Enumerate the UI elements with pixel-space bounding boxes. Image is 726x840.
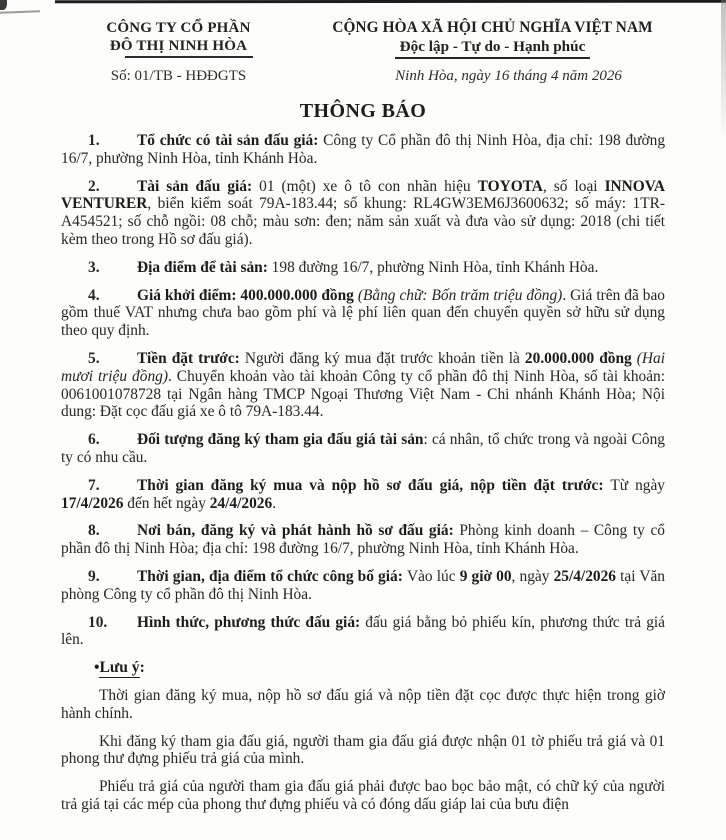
text-run: Công ty Cổ phần đô thị Ninh Hòa, địa chỉ: 198 đường 16/7, phường Ninh Hòa, tỉnh Khánh Hòa. — [61, 132, 666, 167]
numbered-paragraph — [61, 350, 665, 421]
text-run: tại Văn phòng Công ty cổ phần đô thị Ninh Hòa. — [61, 567, 665, 603]
note-heading-label: Lưu ý — [99, 659, 140, 677]
numbered-paragraph — [61, 287, 665, 340]
text-run: Thời gian, địa điểm tổ chức công bố giá: — [137, 567, 407, 585]
text-run: (Hai mươi triệu đồng) — [61, 349, 665, 385]
date-line: Ninh Hòa, ngày 16 tháng 4 năm 2026 — [395, 68, 622, 84]
numbered-paragraph — [61, 568, 665, 604]
text-run: INNOVA VENTURER — [61, 177, 665, 213]
text-run: Phòng kinh doanh – Công ty cổ phần đô thị Ninh Hòa; địa chỉ: 198 đường 16/7, phường Ninh Hòa, tỉnh Khánh Hòa. — [61, 522, 665, 558]
note-heading — [94, 659, 665, 677]
text-run: (Bằng chữ: Bốn trăm triệu đồng) — [357, 286, 563, 304]
issuer-block — [61, 19, 296, 85]
paragraph-number: 9. — [88, 567, 100, 585]
paragraph-number: 5. — [88, 349, 100, 367]
text-run: , số loại — [542, 177, 605, 195]
scan-artifact-right-edge — [721, 0, 726, 140]
numbered-paragraph — [61, 431, 665, 467]
paragraph-number: 8. — [88, 522, 100, 540]
text-run: Người đăng ký mua đặt trước khoản tiền là — [244, 349, 525, 367]
text-run: Thời gian đăng ký mua và nộp hồ sơ đấu giá, nộp tiền đặt trước: — [137, 476, 611, 494]
numbered-paragraph — [61, 132, 665, 168]
text-run: Thời gian đăng ký mua, nộp hồ sơ đấu giá và nộp tiền đặt cọc được thực hiện trong giờ hành chính. — [61, 686, 665, 722]
company-name-line1: CÔNG TY CỔ PHẦN — [106, 20, 251, 36]
text-run: đến hết ngày — [123, 494, 210, 512]
numbered-paragraph — [61, 259, 665, 277]
text-run: , ngày — [511, 567, 554, 585]
note-heading-colon: : — [139, 659, 145, 677]
text-run: . Giá trên đã bao gồm thuế VAT nhưng chưa bao gồm phí và lệ phí liên quan đến chuyển quyền sở hữu sử dụng theo quy định. — [61, 286, 665, 340]
text-run: . Chuyển khoản vào tài khoản Công ty cổ phần đô thị Ninh Hòa, số tài khoản: 0061001078728 tại Ngân hàng TMCP Ngoại Thương Việt Nam - Chi nhánh Khánh Hòa; Nội dung: Đặt cọc đấu giá xe ô tô 79A-183.44. — [61, 367, 666, 421]
text-run: 24/4/2026 — [209, 494, 273, 512]
paragraph-number: 3. — [88, 258, 100, 276]
motto-row — [320, 37, 665, 59]
document-number: Số: 01/TB - HĐĐGTS — [110, 68, 247, 84]
text-run: TOYOTA — [477, 177, 543, 195]
numbered-paragraph — [61, 522, 665, 558]
paragraph-number: 1. — [88, 132, 100, 149]
scan-artifact-left-scratch — [0, 10, 40, 13]
page-title: THÔNG BÁO — [299, 100, 427, 122]
national-block — [320, 19, 665, 85]
bullet-icon: • — [94, 659, 100, 677]
text-run: Hình thức, phương thức đấu giá: — [137, 613, 366, 631]
text-run: 01 (một) xe ô tô con nhãn hiệu — [259, 177, 478, 195]
numbered-paragraphs — [61, 132, 665, 649]
text-run: Từ ngày — [610, 476, 665, 494]
scan-artifact-corner-mark — [0, 0, 7, 10]
company-underline — [125, 56, 253, 58]
text-run: 9 giờ 00 — [459, 567, 512, 585]
text-run: : cá nhân, tổ chức trong và ngoài Công ty có nhu cầu. — [61, 431, 665, 466]
text-run: 25/4/2026 — [553, 567, 616, 585]
text-run: đấu giá bằng bỏ phiếu kín, phương thức trả giá lên. — [61, 613, 665, 649]
note-paragraph — [61, 778, 665, 814]
note-paragraph — [61, 687, 665, 723]
text-run: . — [272, 494, 277, 512]
paragraph-number: 10. — [88, 613, 108, 631]
text-run: Giá khởi điểm: 400.000.000 đồng — [137, 286, 358, 304]
numbered-paragraph — [61, 178, 665, 249]
text-run: Khi đăng ký tham gia đấu giá, người tham gia đấu giá được nhận 01 tờ phiếu trả giá và 01 phong thư đựng phiếu trả giá của mình. — [61, 732, 665, 768]
text-run: Đối tượng đăng ký tham gia đấu giá tài sản — [137, 431, 424, 449]
text-run: Tổ chức có tài sản đấu giá: — [137, 132, 324, 149]
document-body — [61, 0, 665, 814]
text-run: , biển kiểm soát 79A-183.44; số khung: RL4GW3EM6J3600632; số máy: 1TR-A454521; số chỗ ngồi: 08 chỗ; màu sơn: đen; năm sản xuất và đưa vào sử dụng: 2018 (chi tiết kèm theo trong Hồ sơ đấu giá). — [61, 195, 665, 248]
text-run: 17/4/2026 — [61, 494, 124, 512]
numbered-paragraph — [61, 477, 665, 513]
numbered-paragraph — [61, 614, 665, 650]
company-name-line2: ĐÔ THỊ NINH HÒA — [109, 38, 248, 54]
text-run: Địa điểm để tài sản: — [137, 258, 272, 276]
national-motto: Độc lập - Tự do - Hạnh phúc — [395, 37, 591, 59]
text-run: Vào lúc — [406, 567, 460, 585]
text-run: Nơi bán, đăng ký và phát hành hồ sơ đấu giá: — [137, 522, 460, 540]
paragraph-number: 2. — [88, 177, 100, 195]
text-run: Tài sản đấu giá: — [137, 177, 260, 195]
document-header — [61, 19, 665, 85]
text-run: 20.000.000 đồng — [524, 349, 632, 367]
text-run: 198 đường 16/7, phường Ninh Hòa, tỉnh Khánh Hòa. — [271, 258, 599, 276]
text-run: Tiền đặt trước: — [137, 349, 245, 367]
note-paragraph — [61, 733, 665, 769]
text-run: Phiếu trả giá của người tham gia đấu giá phải được bao bọc bảo mật, có chữ ký của người trả giá tại các mép của phong thư đựng phiếu và có đóng dấu giáp lai của bưu điện — [61, 778, 665, 813]
paragraph-number: 4. — [88, 286, 100, 304]
note-paragraphs — [61, 687, 665, 814]
paragraph-number: 6. — [88, 431, 100, 449]
paragraph-number: 7. — [88, 476, 100, 494]
national-title: CỘNG HÒA XÃ HỘI CHỦ NGHĨA VIỆT NAM — [332, 19, 653, 36]
